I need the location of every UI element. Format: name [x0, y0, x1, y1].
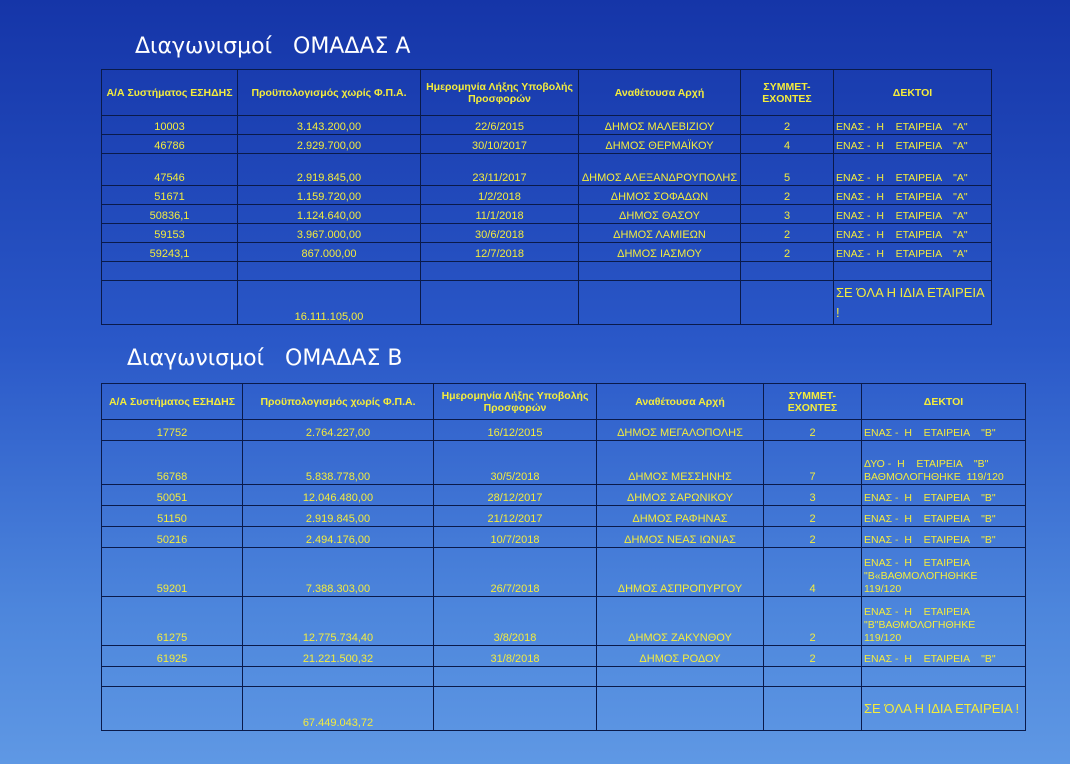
- recipients: ΔΥΟ - Η ΕΤΑΙΡΕΙΑ "Β" ΒΑΘΜΟΛΟΓΗΘΗΚΕ 119/120: [862, 441, 1026, 485]
- table-row: [102, 135, 992, 154]
- table-row: [102, 154, 992, 186]
- participants: 2: [741, 224, 834, 243]
- col-header-authority: Αναθέτουσα Αρχή: [579, 70, 741, 116]
- col-header-recipients: ΔΕΚΤΟΙ: [862, 384, 1026, 420]
- deadline: 30/5/2018: [434, 441, 597, 485]
- participants: 3: [741, 205, 834, 224]
- group-b-title: Διαγωνισμοί ΟΜΑΔΑΣ Β: [127, 346, 403, 371]
- participants: 4: [764, 548, 862, 597]
- col-header-id: Α/Α Συστήματος ΕΣΗΔΗΣ: [102, 384, 243, 420]
- authority: ΔΗΜΟΣ ΑΛΕΞΑΝΔΡΟΥΠΟΛΗΣ: [579, 154, 741, 186]
- budget: 21.221.500,32: [243, 646, 434, 667]
- table-row: [102, 205, 992, 224]
- col-header-deadline: Ημερομηνία Λήξης Υποβολής Προσφορών: [434, 384, 597, 420]
- participants: 3: [764, 485, 862, 506]
- header-row: [102, 384, 1026, 420]
- authority: ΔΗΜΟΣ ΛΑΜΙΕΩΝ: [579, 224, 741, 243]
- authority: ΔΗΜΟΣ ΣΑΡΩΝΙΚΟΥ: [597, 485, 764, 506]
- budget: 1.159.720,00: [238, 186, 421, 205]
- tender-id: 61925: [102, 646, 243, 667]
- total-row: [102, 281, 992, 325]
- budget: 3.143.200,00: [238, 116, 421, 135]
- group-a-title: Διαγωνισμοί ΟΜΑΔΑΣ Α: [135, 34, 411, 59]
- deadline: 1/2/2018: [421, 186, 579, 205]
- budget: 3.967.000,00: [238, 224, 421, 243]
- recipients: ΕΝΑΣ - Η ΕΤΑΙΡΕΙΑ "Α": [834, 135, 992, 154]
- participants: 2: [741, 243, 834, 262]
- deadline: 30/6/2018: [421, 224, 579, 243]
- tender-id: 50051: [102, 485, 243, 506]
- recipients: ΕΝΑΣ - Η ΕΤΑΙΡΕΙΑ "Α": [834, 186, 992, 205]
- col-header-deadline: Ημερομηνία Λήξης Υποβολής Προσφορών: [421, 70, 579, 116]
- tender-id: 50216: [102, 527, 243, 548]
- participants: 7: [764, 441, 862, 485]
- recipients: ΕΝΑΣ - Η ΕΤΑΙΡΕΙΑ "Β": [862, 646, 1026, 667]
- deadline: 16/12/2015: [434, 420, 597, 441]
- tender-id: 17752: [102, 420, 243, 441]
- authority: ΔΗΜΟΣ ΘΕΡΜΑΪΚΟΥ: [579, 135, 741, 154]
- recipients: ΕΝΑΣ - Η ΕΤΑΙΡΕΙΑ "Β«ΒΑΘΜΟΛΟΓΗΘΗΚΕ 119/120: [862, 548, 1026, 597]
- col-header-authority: Αναθέτουσα Αρχή: [597, 384, 764, 420]
- deadline: 30/10/2017: [421, 135, 579, 154]
- tender-id: 51671: [102, 186, 238, 205]
- recipients: ΕΝΑΣ - Η ΕΤΑΙΡΕΙΑ "Α": [834, 243, 992, 262]
- budget: 1.124.640,00: [238, 205, 421, 224]
- tender-id: 51150: [102, 506, 243, 527]
- recipients: ΕΝΑΣ - Η ΕΤΑΙΡΕΙΑ "Α": [834, 116, 992, 135]
- budget: 2.919.845,00: [243, 506, 434, 527]
- deadline: 22/6/2015: [421, 116, 579, 135]
- group-a-table: [101, 69, 992, 325]
- table-row: [102, 116, 992, 135]
- group-b-table: [101, 383, 1026, 731]
- budget-total: 67.449.043,72: [243, 687, 434, 731]
- authority: ΔΗΜΟΣ ΡΟΔΟΥ: [597, 646, 764, 667]
- participants: 2: [741, 186, 834, 205]
- total-row: [102, 687, 1026, 731]
- authority: ΔΗΜΟΣ ΝΕΑΣ ΙΩΝΙΑΣ: [597, 527, 764, 548]
- budget: 2.764.227,00: [243, 420, 434, 441]
- col-header-budget: Προϋπολογισμός χωρίς Φ.Π.Α.: [243, 384, 434, 420]
- authority: ΔΗΜΟΣ ΖΑΚΥΝΘΟΥ: [597, 597, 764, 646]
- budget: 12.775.734,40: [243, 597, 434, 646]
- table-row: [102, 548, 1026, 597]
- participants: 2: [741, 116, 834, 135]
- col-header-budget: Προϋπολογισμός χωρίς Φ.Π.Α.: [238, 70, 421, 116]
- participants: 2: [764, 597, 862, 646]
- table-row: [102, 646, 1026, 667]
- empty-row: [102, 667, 1026, 687]
- budget-total: 16.111.105,00: [238, 281, 421, 325]
- authority: ΔΗΜΟΣ ΜΑΛΕΒΙΖΙΟΥ: [579, 116, 741, 135]
- summary-note: ΣΕ ΌΛΑ Η ΙΔΙΑ ΕΤΑΙΡΕΙΑ !: [834, 281, 992, 325]
- table-row: [102, 224, 992, 243]
- budget: 12.046.480,00: [243, 485, 434, 506]
- authority: ΔΗΜΟΣ ΜΕΓΑΛΟΠΟΛΗΣ: [597, 420, 764, 441]
- header-row: [102, 70, 992, 116]
- col-header-participants: ΣΥΜΜΕΤ-ΕΧΟΝΤΕΣ: [764, 384, 862, 420]
- recipients: ΕΝΑΣ - Η ΕΤΑΙΡΕΙΑ "Β"ΒΑΘΜΟΛΟΓΗΘΗΚΕ 119/120: [862, 597, 1026, 646]
- tender-id: 50836,1: [102, 205, 238, 224]
- deadline: 12/7/2018: [421, 243, 579, 262]
- table-row: [102, 186, 992, 205]
- budget: 7.388.303,00: [243, 548, 434, 597]
- budget: 867.000,00: [238, 243, 421, 262]
- budget: 2.494.176,00: [243, 527, 434, 548]
- tender-id: 59153: [102, 224, 238, 243]
- table-row: [102, 243, 992, 262]
- table-row: [102, 506, 1026, 527]
- table-row: [102, 485, 1026, 506]
- recipients: ΕΝΑΣ - Η ΕΤΑΙΡΕΙΑ "Β": [862, 506, 1026, 527]
- recipients: ΕΝΑΣ - Η ΕΤΑΙΡΕΙΑ "Β": [862, 420, 1026, 441]
- table-row: [102, 597, 1026, 646]
- empty-row: [102, 262, 992, 281]
- recipients: ΕΝΑΣ - Η ΕΤΑΙΡΕΙΑ "Α": [834, 205, 992, 224]
- tender-id: 56768: [102, 441, 243, 485]
- col-header-recipients: ΔΕΚΤΟΙ: [834, 70, 992, 116]
- deadline: 31/8/2018: [434, 646, 597, 667]
- deadline: 11/1/2018: [421, 205, 579, 224]
- tender-id: 47546: [102, 154, 238, 186]
- authority: ΔΗΜΟΣ ΑΣΠΡΟΠΥΡΓΟΥ: [597, 548, 764, 597]
- tender-id: 46786: [102, 135, 238, 154]
- authority: ΔΗΜΟΣ ΜΕΣΣΗΝΗΣ: [597, 441, 764, 485]
- deadline: 10/7/2018: [434, 527, 597, 548]
- authority: ΔΗΜΟΣ ΘΑΣΟΥ: [579, 205, 741, 224]
- deadline: 3/8/2018: [434, 597, 597, 646]
- col-header-id: Α/Α Συστήματος ΕΣΗΔΗΣ: [102, 70, 238, 116]
- recipients: ΕΝΑΣ - Η ΕΤΑΙΡΕΙΑ "Α": [834, 224, 992, 243]
- participants: 2: [764, 646, 862, 667]
- authority: ΔΗΜΟΣ ΡΑΦΗΝΑΣ: [597, 506, 764, 527]
- tender-id: 61275: [102, 597, 243, 646]
- tender-id: 59201: [102, 548, 243, 597]
- recipients: ΕΝΑΣ - Η ΕΤΑΙΡΕΙΑ "Β": [862, 527, 1026, 548]
- participants: 2: [764, 506, 862, 527]
- deadline: 28/12/2017: [434, 485, 597, 506]
- budget: 5.838.778,00: [243, 441, 434, 485]
- participants: 2: [764, 420, 862, 441]
- authority: ΔΗΜΟΣ ΣΟΦΑΔΩΝ: [579, 186, 741, 205]
- summary-note: ΣΕ ΌΛΑ Η ΙΔΙΑ ΕΤΑΙΡΕΙΑ !: [862, 687, 1026, 731]
- recipients: ΕΝΑΣ - Η ΕΤΑΙΡΕΙΑ "Β": [862, 485, 1026, 506]
- tender-id: 10003: [102, 116, 238, 135]
- table-row: [102, 441, 1026, 485]
- deadline: 23/11/2017: [421, 154, 579, 186]
- authority: ΔΗΜΟΣ ΙΑΣΜΟΥ: [579, 243, 741, 262]
- table-row: [102, 420, 1026, 441]
- deadline: 26/7/2018: [434, 548, 597, 597]
- participants: 5: [741, 154, 834, 186]
- budget: 2.929.700,00: [238, 135, 421, 154]
- budget: 2.919.845,00: [238, 154, 421, 186]
- col-header-participants: ΣΥΜΜΕΤ-ΕΧΟΝΤΕΣ: [741, 70, 834, 116]
- deadline: 21/12/2017: [434, 506, 597, 527]
- participants: 2: [764, 527, 862, 548]
- tender-id: 59243,1: [102, 243, 238, 262]
- recipients: ΕΝΑΣ - Η ΕΤΑΙΡΕΙΑ "Α": [834, 154, 992, 186]
- participants: 4: [741, 135, 834, 154]
- table-row: [102, 527, 1026, 548]
